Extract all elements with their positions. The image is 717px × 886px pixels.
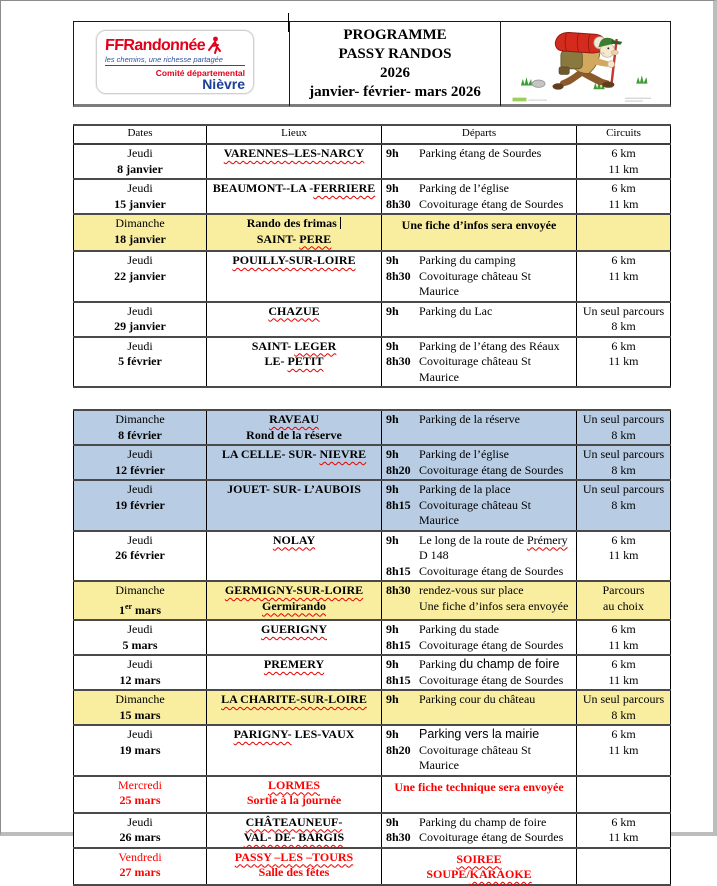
departs-cell: 9h Parking étang de Sourdes	[382, 144, 577, 179]
table-row	[74, 813, 671, 848]
date-cell: Jeudi 19 février	[74, 480, 207, 531]
date-cell: Jeudi 22 janvier	[74, 251, 207, 302]
lieux-cell: VARENNES–LES-NARCY	[207, 144, 382, 179]
lieux-cell: CHAZUE	[207, 302, 382, 337]
circuits-cell: Un seul parcours 8 km	[577, 410, 671, 445]
table-row	[74, 848, 671, 885]
document-header	[73, 21, 671, 107]
word-page	[1, 1, 670, 886]
title-line: janvier- février- mars 2026	[309, 84, 481, 100]
text-cursor	[340, 217, 342, 229]
date-cell: Jeudi 26 mars	[74, 813, 207, 848]
departs-cell: 9h Parking de l’église 8h20 Covoiturage étang de Sourdes	[382, 445, 577, 480]
circuits-cell: 6 km 11 km	[577, 337, 671, 388]
lieux-cell: BEAUMONT--LA -FERRIERE	[207, 179, 382, 214]
circuits-cell	[577, 776, 671, 813]
departs-cell: Une fiche d’infos sera envoyée	[382, 214, 577, 251]
logo-tagline: les chemins, une richesse partagée	[105, 55, 245, 66]
image-cell	[500, 22, 670, 106]
departs-cell: 9h Parking du camping 8h30 Covoiturage château St Maurice	[382, 251, 577, 302]
table-row	[74, 144, 671, 179]
date-cell: Dimanche 1er mars	[74, 581, 207, 620]
lieux-cell: GUERIGNY	[207, 620, 382, 655]
departs-cell: 9h Parking de l’étang des Réaux 8h30 Covoiturage château St Maurice	[382, 337, 577, 388]
lieux-cell: LORMES Sortie à la journée	[207, 776, 382, 813]
document-title	[289, 22, 500, 106]
table-row	[74, 251, 671, 302]
departs-cell: 9h Le long de la route de Prémery D 148 8h15 Covoiturage étang de Sourdes	[382, 531, 577, 582]
column-header: Lieux	[207, 125, 382, 144]
date-cell: Dimanche 8 février	[74, 410, 207, 445]
circuits-cell: Un seul parcours 8 km	[577, 445, 671, 480]
title-line: 2026	[380, 65, 410, 81]
table-row	[74, 655, 671, 690]
departs-cell: 9h Parking de la réserve	[382, 410, 577, 445]
circuits-cell: 6 km 11 km	[577, 144, 671, 179]
date-cell: Vendredi 27 mars	[74, 848, 207, 885]
circuits-cell: 6 km 11 km	[577, 725, 671, 776]
brand-name: FFRandonnée	[104, 36, 206, 54]
departs-cell: 9h Parking de l’église 8h30 Covoiturage étang de Sourdes	[382, 179, 577, 214]
circuits-cell: 6 km 11 km	[577, 620, 671, 655]
logo-cell	[74, 22, 289, 106]
table-row	[74, 690, 671, 725]
table-row	[74, 179, 671, 214]
date-cell: Mercredi 25 mars	[74, 776, 207, 813]
table-row	[74, 214, 671, 251]
table-row	[74, 581, 671, 620]
lieux-cell: LA CHARITE-SUR-LOIRE	[207, 690, 382, 725]
column-header: Dates	[74, 125, 207, 144]
date-cell: Jeudi 19 mars	[74, 725, 207, 776]
departs-cell: 9h Parking du champ de foire 8h15 Covoiturage étang de Sourdes	[382, 655, 577, 690]
walker-logo-icon	[207, 36, 222, 55]
circuits-cell	[577, 214, 671, 251]
lieux-cell: PREMERY	[207, 655, 382, 690]
departs-cell: 9h Parking du champ de foire 8h30 Covoiturage étang de Sourdes	[382, 813, 577, 848]
rando-tables	[73, 124, 670, 886]
lieux-cell: NOLAY	[207, 531, 382, 582]
lieux-cell: JOUET- SUR- L’AUBOIS	[207, 480, 382, 531]
date-cell: Jeudi 15 janvier	[74, 179, 207, 214]
date-cell: Jeudi 5 février	[74, 337, 207, 388]
lieux-cell: RAVEAU Rond de la réserve	[207, 410, 382, 445]
lieux-cell: LA CELLE- SUR- NIEVRE	[207, 445, 382, 480]
circuits-cell: Un seul parcours 8 km	[577, 480, 671, 531]
date-cell: Jeudi 5 mars	[74, 620, 207, 655]
date-cell: Jeudi 29 janvier	[74, 302, 207, 337]
departs-cell: 8h30 rendez-vous sur place Une fiche d’infos sera envoyée	[382, 581, 577, 620]
program-table-section-1	[73, 124, 671, 388]
departs-cell: 9h Parking cour du château	[382, 690, 577, 725]
circuits-cell: Parcours au choix	[577, 581, 671, 620]
column-header: Circuits	[577, 125, 671, 144]
column-header-row	[74, 125, 671, 144]
circuits-cell: 6 km 11 km	[577, 655, 671, 690]
lieux-cell: PARIGNY- LES-VAUX	[207, 725, 382, 776]
table-row	[74, 620, 671, 655]
logo-committee: Comité départemental	[155, 68, 245, 78]
departs-cell: Une fiche technique sera envoyée	[382, 776, 577, 813]
table-row	[74, 480, 671, 531]
date-cell: Jeudi 26 février	[74, 531, 207, 582]
date-cell: Jeudi 8 janvier	[74, 144, 207, 179]
departs-cell: SOIREE SOUPE/KARAOKE	[382, 848, 577, 885]
circuits-cell: 6 km 11 km	[577, 251, 671, 302]
lieux-cell: PASSY –LES –TOURS Salle des fêtes	[207, 848, 382, 885]
program-table-section-2	[73, 409, 671, 886]
date-cell: Dimanche 15 mars	[74, 690, 207, 725]
lieux-cell: POUILLY-SUR-LOIRE	[207, 251, 382, 302]
column-header: Départs	[382, 125, 577, 144]
departs-cell: 9h Parking vers la mairie 8h20 Covoiturage château St Maurice	[382, 725, 577, 776]
title-line: PASSY RANDOS	[338, 46, 452, 62]
table-row	[74, 337, 671, 388]
date-cell: Dimanche 18 janvier	[74, 214, 207, 251]
table-row	[74, 725, 671, 776]
date-cell: Jeudi 12 mars	[74, 655, 207, 690]
date-cell: Jeudi 12 février	[74, 445, 207, 480]
circuits-cell: 6 km 11 km	[577, 531, 671, 582]
hiker-cartoon-image	[507, 26, 665, 106]
lieux-cell: Rando des frimas SAINT- PERE	[207, 214, 382, 251]
logo-department: Nièvre	[202, 76, 245, 92]
title-line: PROGRAMME	[343, 27, 447, 43]
table-row	[74, 776, 671, 813]
lieux-cell: CHÂTEAUNEUF- VAL- DE- BARGIS	[207, 813, 382, 848]
departs-cell: 9h Parking de la place 8h15 Covoiturage château St Maurice	[382, 480, 577, 531]
lieux-cell: GERMIGNY-SUR-LOIRE Germirando	[207, 581, 382, 620]
departs-cell: 9h Parking du stade 8h15 Covoiturage étang de Sourdes	[382, 620, 577, 655]
circuits-cell: Un seul parcours 8 km	[577, 302, 671, 337]
circuits-cell	[577, 848, 671, 885]
circuits-cell: 6 km 11 km	[577, 813, 671, 848]
circuits-cell: Un seul parcours 8 km	[577, 690, 671, 725]
departs-cell: 9h Parking du Lac	[382, 302, 577, 337]
table-row	[74, 410, 671, 445]
table-row	[74, 445, 671, 480]
circuits-cell: 6 km 11 km	[577, 179, 671, 214]
lieux-cell: SAINT- LEGER LE- PETIT	[207, 337, 382, 388]
ffrandonnee-logo	[96, 30, 254, 94]
table-row	[74, 302, 671, 337]
table-row	[74, 531, 671, 582]
